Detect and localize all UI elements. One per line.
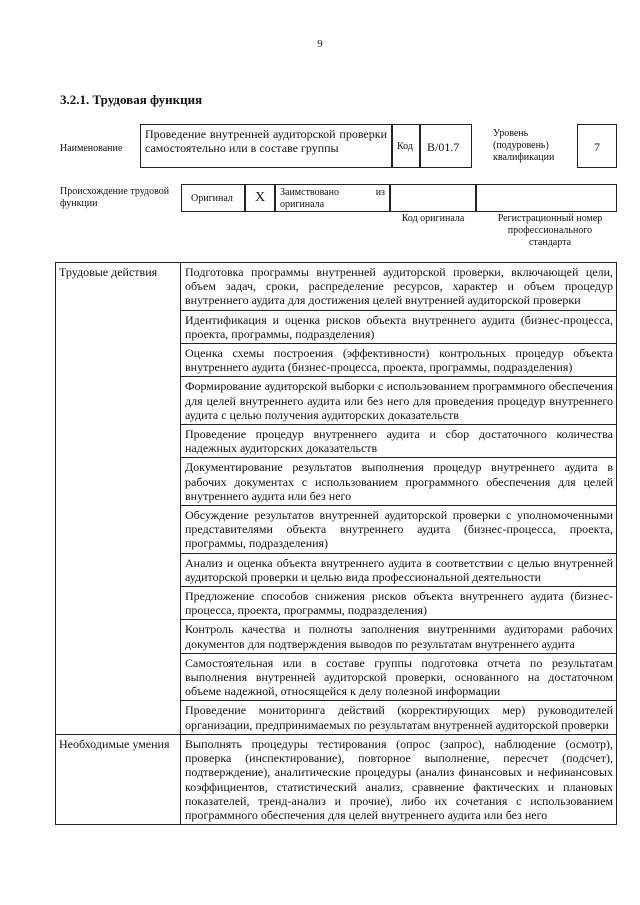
row-item: Самостоятельная или в составе группы подготовка отчета по результатам выполнения внутренней аудиторской проверки, основанного на достаточном объеме надежной, относящейся к делу полезной информации (181, 653, 617, 701)
level-value: 7 (594, 140, 600, 154)
original-label: Оригинал (191, 193, 233, 204)
original-mark-box (245, 184, 275, 212)
row-item: Контроль качества и полноты заполнения внутренними аудиторами рабочих документов для подтверждения выводов по результатам внутреннего аудита (181, 620, 617, 653)
row-item: Оценка схемы построения (эффективности) контрольных процедур объекта внутреннего аудита (бизнес-процесса, проекта, программы, подразделения) (181, 344, 617, 377)
origin-code-box (390, 184, 476, 212)
row-item: Документирование результатов выполнения процедур внутреннего аудита в рабочих документах с использованием программного обеспечения для целей внутреннего аудита или без него (181, 458, 617, 506)
original-box (181, 184, 245, 212)
row-label: Необходимые умения (56, 734, 181, 824)
name-label: Наименование (60, 143, 123, 154)
level-label: Уровень (подуровень) квалификации (493, 128, 555, 163)
table-row (56, 263, 617, 311)
code-label-box (392, 124, 420, 168)
origin-code-caption: Код оригинала (401, 213, 465, 224)
row-item: Проведение процедур внутреннего аудита и сбор достаточного количества надежных аудиторских доказательств (181, 425, 617, 458)
row-item: Проведение мониторинга действий (корректирующих мер) руководителей организации, предпринимаемых по результатам внутренней аудиторской проверки (181, 701, 617, 734)
origin-label: Происхождение трудовой функции (60, 186, 170, 209)
reg-number-box (476, 184, 617, 212)
table-row (56, 734, 617, 824)
row-item: Предложение способов снижения рисков объекта внутреннего аудита (бизнес-процесса, проекта, программы, подразделения) (181, 587, 617, 620)
section-title: 3.2.1. Трудовая функция (60, 92, 203, 107)
level-value-box (577, 124, 617, 168)
code-label: Код (397, 141, 413, 152)
name-value: Проведение внутренней аудиторской проверки самостоятельно или в составе группы (145, 127, 387, 155)
row-item: Выполнять процедуры тестирования (опрос (запрос), наблюдение (осмотр), проверка (инспектирование), повторное выполнение, пересчет (подсчет), подтверждение), аналитические процедуры (анализ финансовых и нефинансовых коэффициентов, статистический анализ, сравнение фактических и плановых показателей, тренд-анализ и прочие), либо их сочетания с использованием программного обеспечения для целей внутреннего аудита или без него (181, 734, 617, 824)
name-value-box (140, 124, 392, 168)
row-item: Формирование аудиторской выборки с использованием программного обеспечения для целей внутреннего аудита или без него для проведения процедур внутреннего аудита с целью получения аудиторских доказательств (181, 377, 617, 425)
row-label: Трудовые действия (56, 263, 181, 735)
code-value-box (420, 124, 472, 168)
original-mark: X (254, 190, 266, 205)
row-item: Обсуждение результатов внутренней аудиторской проверки с уполномоченными представителями объекта внутреннего аудита (бизнес-процесса, проекта, программы, подразделения) (181, 506, 617, 554)
page-number: 9 (317, 38, 323, 50)
labor-function-table (55, 262, 617, 825)
reg-number-caption: Регистрационный номер профессионального стандарта (497, 213, 603, 248)
borrowed-label: Заимствовано из оригинала (280, 187, 385, 210)
borrowed-box (275, 184, 390, 212)
row-item: Идентификация и оценка рисков объекта внутреннего аудита (бизнес-процесса, проекта, программы, подразделения) (181, 310, 617, 343)
row-item: Подготовка программы внутренней аудиторской проверки, включающей цели, объем задач, сроки, распределение ресурсов, характер и объем процедур внутреннего аудита для достижения целей внутренней аудиторской проверки (181, 263, 617, 311)
row-item: Анализ и оценка объекта внутреннего аудита в соответствии с целью внутренней аудиторской проверки и целью вида профессиональной деятельности (181, 553, 617, 586)
code-value: B/01.7 (427, 140, 460, 154)
